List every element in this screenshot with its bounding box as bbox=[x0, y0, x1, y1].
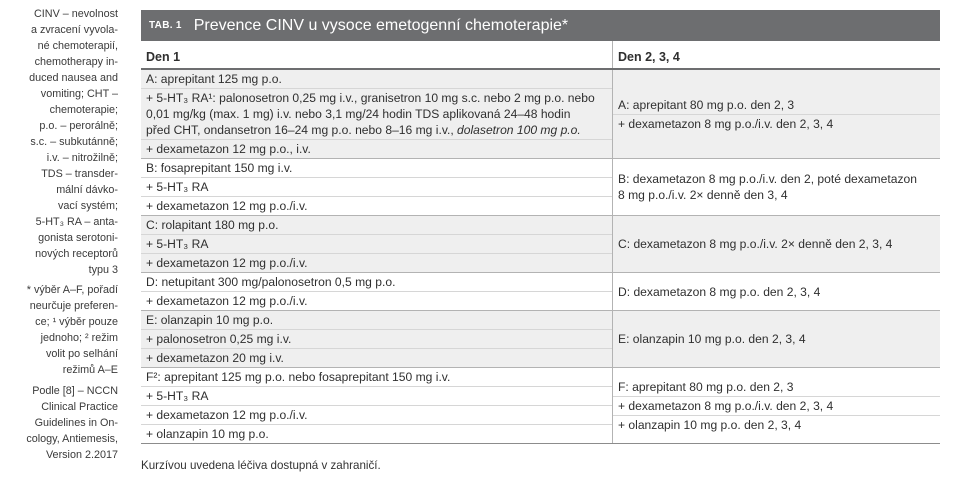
legend-line: mální dávko- bbox=[56, 184, 118, 196]
cell-text-mixed bbox=[146, 122, 607, 138]
table-title: Prevence CINV u vysoce emetogenní chemoterapie* bbox=[193, 16, 569, 34]
table-row-regimen-d bbox=[141, 273, 940, 311]
source-line: Version 2.2017 bbox=[45, 449, 118, 461]
legend-line: typu 3 bbox=[88, 264, 118, 276]
day-1-cell bbox=[141, 368, 613, 443]
legend-line: 5-HT₃ RA – anta- bbox=[35, 216, 118, 228]
source-note bbox=[0, 383, 118, 463]
cell-item bbox=[141, 196, 612, 215]
cell-item bbox=[141, 386, 612, 405]
cell-item bbox=[613, 235, 940, 253]
days-2-4-cell bbox=[613, 273, 940, 310]
table-row-regimen-c bbox=[141, 216, 940, 273]
day-1-cell bbox=[141, 70, 613, 158]
cell-item bbox=[613, 415, 940, 434]
table-row-regimen-f bbox=[141, 368, 940, 444]
legend-line: s.c. – subkutánně; bbox=[30, 136, 118, 148]
cell-text: + dexametazon 20 mg i.v. bbox=[146, 351, 284, 365]
days-2-4-cell bbox=[613, 216, 940, 272]
cell-text: před CHT, ondansetron 16–24 mg p.o. nebo 8–16 mg i.v., bbox=[146, 123, 458, 137]
cell-text: + dexametazon 12 mg p.o./i.v. bbox=[146, 294, 308, 308]
cell-item bbox=[613, 283, 940, 301]
cell-item bbox=[141, 424, 612, 443]
table-row-regimen-a bbox=[141, 70, 940, 159]
cell-text: E: olanzapin 10 mg p.o. den 2, 3, 4 bbox=[618, 332, 806, 346]
legend-line: nových receptorů bbox=[35, 248, 118, 260]
note-line: * výběr A–F, pořadí bbox=[26, 284, 118, 296]
cell-text: 0,01 mg/kg (max. 1 mg) i.v. nebo 3,1 mg/24 hodin TDS aplikovaná 24–48 hodin bbox=[146, 107, 571, 121]
note-line: volit po selhání bbox=[45, 348, 118, 360]
cell-text: B: dexametazon 8 mg p.o./i.v. den 2, poté dexametazon bbox=[618, 172, 917, 186]
cell-text: + dexametazon 12 mg p.o./i.v. bbox=[146, 199, 308, 213]
cell-item bbox=[613, 378, 940, 396]
cell-text: + olanzapin 10 mg p.o. den 2, 3, 4 bbox=[618, 417, 802, 432]
legend-line: vací systém; bbox=[58, 200, 118, 212]
cell-text: C: dexametazon 8 mg p.o./i.v. 2× denně den 2, 3, 4 bbox=[618, 237, 893, 251]
cell-text: D: netupitant 300 mg/palonosetron 0,5 mg p.o. bbox=[146, 275, 396, 289]
cell-item bbox=[613, 170, 940, 204]
day-1-cell bbox=[141, 273, 613, 310]
cell-text: + dexametazon 8 mg p.o./i.v. den 2, 3, 4 bbox=[618, 398, 834, 413]
table-1 bbox=[141, 10, 940, 444]
legend-line: né chemoterapií, bbox=[37, 40, 118, 52]
selection-notes bbox=[0, 282, 118, 378]
days-2-4-cell bbox=[613, 70, 940, 158]
table-row-regimen-e bbox=[141, 311, 940, 368]
legend-line: chemotherapy in- bbox=[34, 56, 118, 68]
cell-text: C: rolapitant 180 mg p.o. bbox=[146, 218, 279, 232]
legend-line: a zvracení vyvola- bbox=[30, 24, 118, 36]
cell-item bbox=[141, 291, 612, 310]
cell-item bbox=[613, 96, 940, 114]
cell-item bbox=[141, 177, 612, 196]
days-2-4-cell bbox=[613, 159, 940, 215]
day-1-cell bbox=[141, 159, 613, 215]
source-line: Guidelines in On- bbox=[34, 417, 118, 429]
cell-text: + 5-HT₃ RA bbox=[146, 389, 209, 403]
cell-item bbox=[141, 329, 612, 348]
note-line: neurčuje preferen- bbox=[29, 300, 118, 312]
days-2-4-cell bbox=[613, 368, 940, 443]
column-header-days-2-3-4: Den 2, 3, 4 bbox=[618, 50, 680, 64]
cell-item bbox=[141, 405, 612, 424]
cell-text: + olanzapin 10 mg p.o. bbox=[146, 427, 269, 441]
cell-item bbox=[141, 311, 612, 329]
legend-line: CINV – nevolnost bbox=[33, 8, 118, 20]
cell-text: F: aprepitant 80 mg p.o. den 2, 3 bbox=[618, 379, 794, 394]
source-line: cology, Antiemesis, bbox=[26, 433, 118, 445]
source-line: Podle [8] – NCCN bbox=[32, 385, 118, 397]
note-line: jednoho; ² režim bbox=[40, 332, 118, 344]
cell-text: A: aprepitant 125 mg p.o. bbox=[146, 72, 282, 86]
table-title-bar bbox=[141, 10, 940, 41]
legend-line: gonista serotoni- bbox=[38, 232, 118, 244]
cell-item bbox=[141, 368, 612, 386]
cell-item bbox=[141, 253, 612, 272]
legend-line: vomiting; CHT – bbox=[40, 88, 118, 100]
legend-line: chemoterapie; bbox=[49, 104, 118, 116]
source-line: Clinical Practice bbox=[41, 401, 118, 413]
cell-item bbox=[141, 216, 612, 234]
cell-text: + dexametazon 12 mg p.o./i.v. bbox=[146, 408, 308, 422]
legend-line: p.o. – perorálně; bbox=[39, 120, 118, 132]
cell-item bbox=[141, 234, 612, 253]
cell-text: B: fosaprepitant 150 mg i.v. bbox=[146, 161, 293, 175]
day-1-cell bbox=[141, 311, 613, 367]
cell-text: + dexametazon 12 mg p.o./i.v. bbox=[146, 256, 308, 270]
note-line: režimů A–E bbox=[62, 364, 118, 376]
cell-text: D: dexametazon 8 mg p.o. den 2, 3, 4 bbox=[618, 284, 821, 299]
cell-text: E: olanzapin 10 mg p.o. bbox=[146, 313, 274, 327]
day-1-cell bbox=[141, 216, 613, 272]
table-legend-sidebar bbox=[0, 6, 118, 463]
note-line: ce; ¹ výběr pouze bbox=[35, 316, 118, 328]
table-row-regimen-b bbox=[141, 159, 940, 216]
cell-item bbox=[141, 159, 612, 177]
cell-text: A: aprepitant 80 mg p.o. den 2, 3 bbox=[618, 97, 795, 112]
table-footnote: Kurzívou uvedena léčiva dostupná v zahraničí. bbox=[141, 459, 381, 472]
abbreviations-legend bbox=[0, 6, 118, 278]
legend-line: i.v. – nitrožilně; bbox=[46, 152, 118, 164]
cell-item bbox=[141, 139, 612, 158]
cell-text: + dexametazon 12 mg p.o., i.v. bbox=[146, 142, 311, 156]
table-header-row bbox=[141, 41, 940, 70]
cell-text: + 5-HT₃ RA bbox=[146, 180, 209, 194]
cell-item bbox=[141, 88, 612, 139]
table-label: TAB. 1 bbox=[149, 19, 182, 31]
days-2-4-cell bbox=[613, 311, 940, 367]
cell-item bbox=[141, 348, 612, 367]
cell-text: + palonosetron 0,25 mg i.v. bbox=[146, 332, 292, 346]
cell-text: F²: aprepitant 125 mg p.o. nebo fosaprepitant 150 mg i.v. bbox=[146, 370, 451, 384]
cell-item bbox=[613, 114, 940, 133]
cell-text: + dexametazon 8 mg p.o./i.v. den 2, 3, 4 bbox=[618, 116, 834, 131]
legend-line: TDS – transder- bbox=[41, 168, 118, 180]
cell-text: + 5-HT₃ RA¹: palonosetron 0,25 mg i.v., granisetron 10 mg s.c. nebo 2 mg p.o. nebo bbox=[146, 91, 595, 105]
cell-item bbox=[141, 273, 612, 291]
cell-item bbox=[141, 70, 612, 88]
cell-text: 8 mg p.o./i.v. 2× denně den 3, 4 bbox=[618, 188, 788, 202]
column-header-day-1: Den 1 bbox=[141, 41, 613, 68]
legend-line: duced nausea and bbox=[29, 72, 118, 84]
cell-text: + 5-HT₃ RA bbox=[146, 237, 209, 251]
italic-drug-text: dolasetron 100 mg p.o. bbox=[457, 123, 581, 137]
cell-item bbox=[613, 330, 940, 348]
cell-item bbox=[613, 396, 940, 415]
